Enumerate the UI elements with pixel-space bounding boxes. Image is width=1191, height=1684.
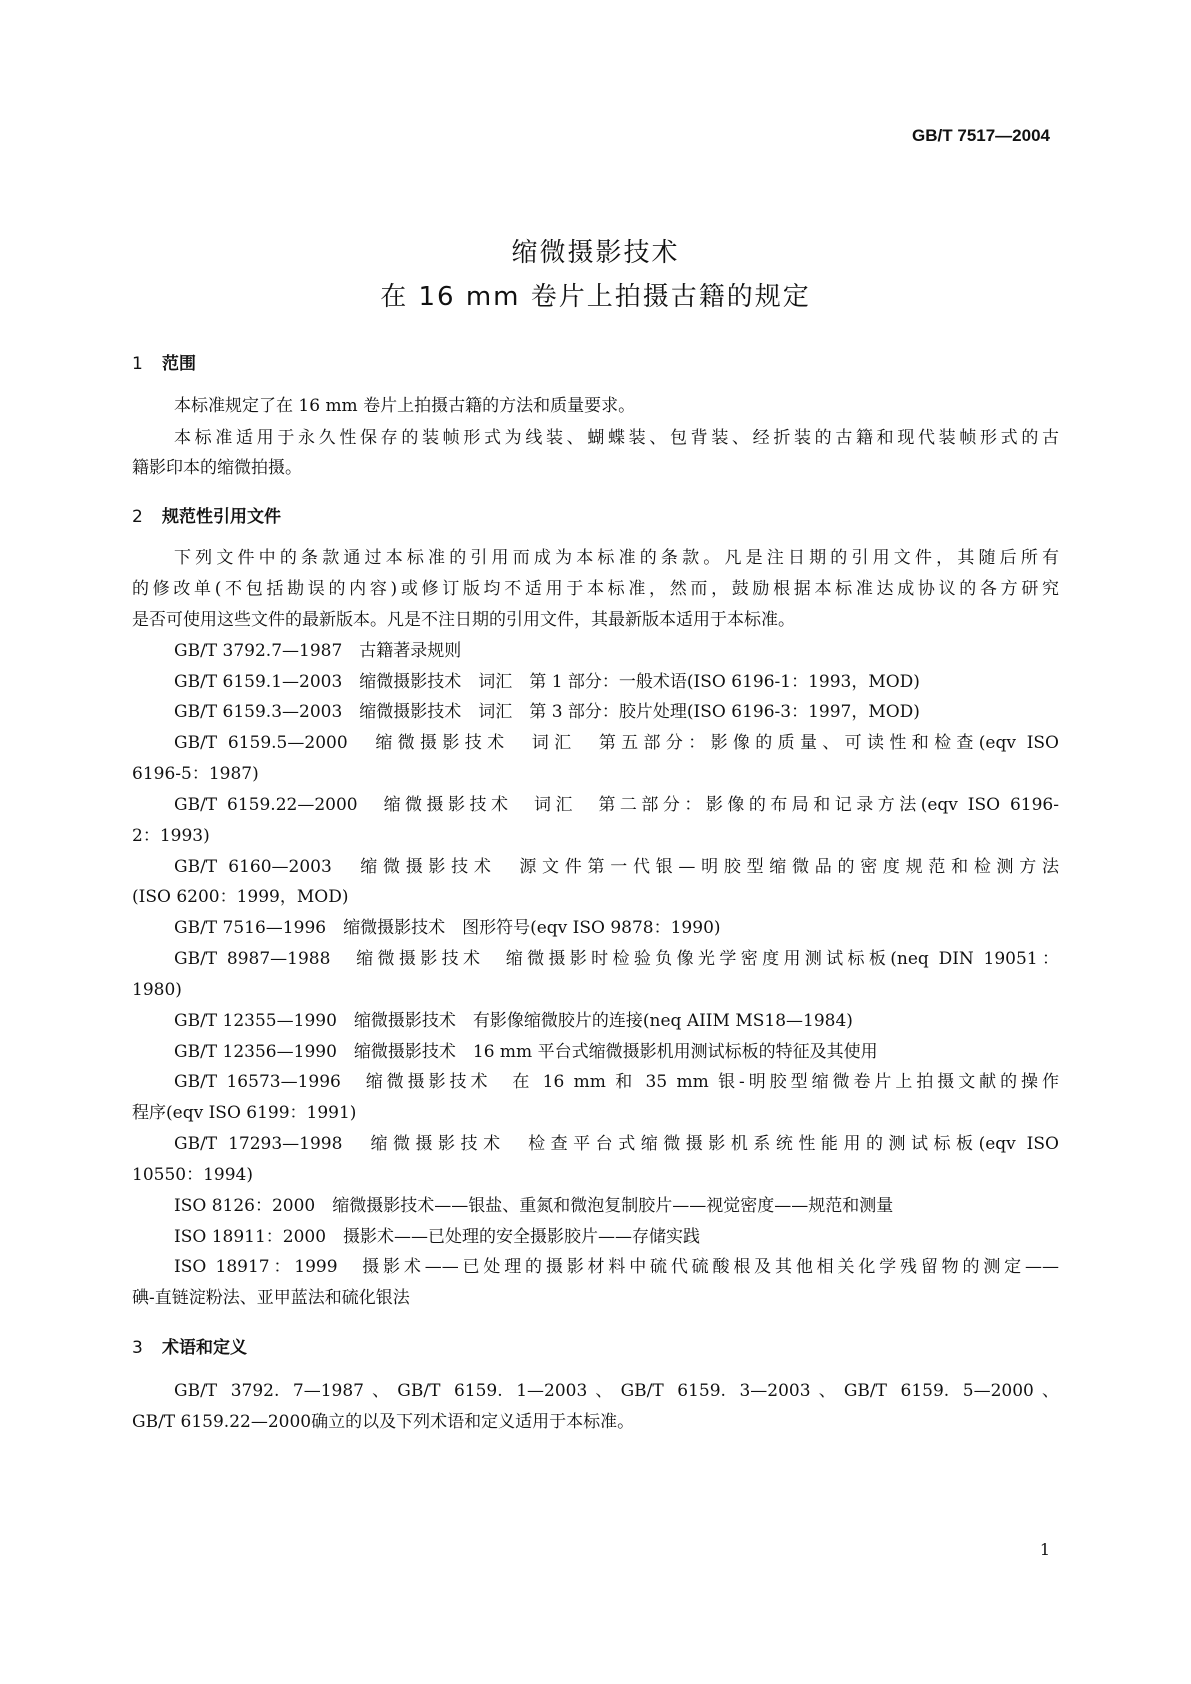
reference-line: GB/T 8987—1988 缩微摄影技术 缩微摄影时检验负像光学密度用测试标板(neq DIN 19051：	[174, 949, 1059, 969]
section-1-heading	[132, 349, 196, 374]
section-number: 3	[132, 1338, 143, 1358]
reference-line: GB/T 7516—1996 缩微摄影技术 图形符号(eqv ISO 9878：1990)	[174, 918, 721, 938]
section-number: 2	[132, 507, 143, 527]
reference-line: GB/T 12356—1990 缩微摄影技术 16 mm 平台式缩微摄影机用测试标板的特征及其使用	[174, 1042, 878, 1062]
section-number: 1	[132, 354, 143, 374]
paragraph-line: GB/T 6159.22—2000确立的以及下列术语和定义适用于本标准。	[132, 1412, 635, 1432]
paragraph-line: 本标准规定了在 16 mm 卷片上拍摄古籍的方法和质量要求。	[174, 396, 636, 416]
reference-line: 6196-5：1987)	[132, 764, 259, 784]
reference-line: GB/T 6159.22—2000 缩微摄影技术 词汇 第二部分：影像的布局和记录方法(eqv ISO 6196-	[174, 795, 1059, 815]
reference-line: 2：1993)	[132, 826, 210, 846]
reference-line: GB/T 6159.5—2000 缩微摄影技术 词汇 第五部分：影像的质量、可读性和检查(eqv ISO	[174, 733, 1059, 753]
section-title: 术语和定义	[162, 1338, 247, 1358]
reference-line: 10550：1994)	[132, 1165, 253, 1185]
section-2-heading	[132, 502, 281, 527]
paragraph-line: 本标准适用于永久性保存的装帧形式为线装、蝴蝶装、包背装、经折装的古籍和现代装帧形式的古	[174, 428, 1059, 448]
reference-line: GB/T 6159.1—2003 缩微摄影技术 词汇 第 1 部分：一般术语(ISO 6196-1：1993，MOD)	[174, 672, 920, 692]
reference-line: GB/T 6159.3—2003 缩微摄影技术 词汇 第 3 部分：胶片处理(ISO 6196-3：1997，MOD)	[174, 702, 920, 722]
reference-line: (ISO 6200：1999，MOD)	[132, 887, 349, 907]
paragraph-line: 是否可使用这些文件的最新版本。凡是不注日期的引用文件，其最新版本适用于本标准。	[132, 610, 795, 630]
paragraph-line: 下列文件中的条款通过本标准的引用而成为本标准的条款。凡是注日期的引用文件，其随后所有	[174, 548, 1059, 568]
standard-code: GB/T 7517—2004	[912, 126, 1050, 145]
reference-line: ISO 8126：2000 缩微摄影技术——银盐、重氮和微泡复制胶片——视觉密度——规范和测量	[174, 1196, 894, 1216]
reference-line: ISO 18917：1999 摄影术——已处理的摄影材料中硫代硫酸根及其他相关化学残留物的测定——	[174, 1257, 1059, 1277]
section-title: 规范性引用文件	[162, 507, 281, 527]
title-line-2: 在 16 mm 卷片上拍摄古籍的规定	[380, 282, 811, 312]
title-line-1: 缩微摄影技术	[511, 238, 680, 268]
reference-line: GB/T 17293—1998 缩微摄影技术 检查平台式缩微摄影机系统性能用的测试标板(eqv ISO	[174, 1134, 1059, 1154]
section-3-heading	[132, 1333, 247, 1358]
reference-line: 程序(eqv ISO 6199：1991)	[132, 1103, 357, 1123]
reference-line: GB/T 12355—1990 缩微摄影技术 有影像缩微胶片的连接(neq AIIM MS18—1984)	[174, 1011, 853, 1031]
reference-line: GB/T 3792.7—1987 古籍著录规则	[174, 641, 462, 661]
reference-line: 碘-直链淀粉法、亚甲蓝法和硫化银法	[132, 1288, 410, 1308]
reference-line: ISO 18911：2000 摄影术——已处理的安全摄影胶片——存储实践	[174, 1227, 701, 1247]
reference-line: GB/T 6160—2003 缩微摄影技术 源文件第一代银—明胶型缩微品的密度规范和检测方法	[174, 857, 1059, 877]
paragraph-line: 的修改单(不包括勘误的内容)或修订版均不适用于本标准，然而，鼓励根据本标准达成协议的各方研究	[132, 579, 1059, 599]
section-title: 范围	[162, 354, 196, 374]
reference-line: 1980)	[132, 980, 182, 1000]
paragraph-line: 籍影印本的缩微拍摄。	[132, 458, 302, 478]
paragraph-line: GB/T 3792. 7—1987、GB/T 6159. 1—2003、GB/T 6159. 3—2003、GB/T 6159. 5—2000、	[174, 1381, 1059, 1401]
page-number: 1	[1039, 1540, 1050, 1559]
reference-line: GB/T 16573—1996 缩微摄影技术 在 16 mm 和 35 mm 银-明胶型缩微卷片上拍摄文献的操作	[174, 1072, 1059, 1092]
